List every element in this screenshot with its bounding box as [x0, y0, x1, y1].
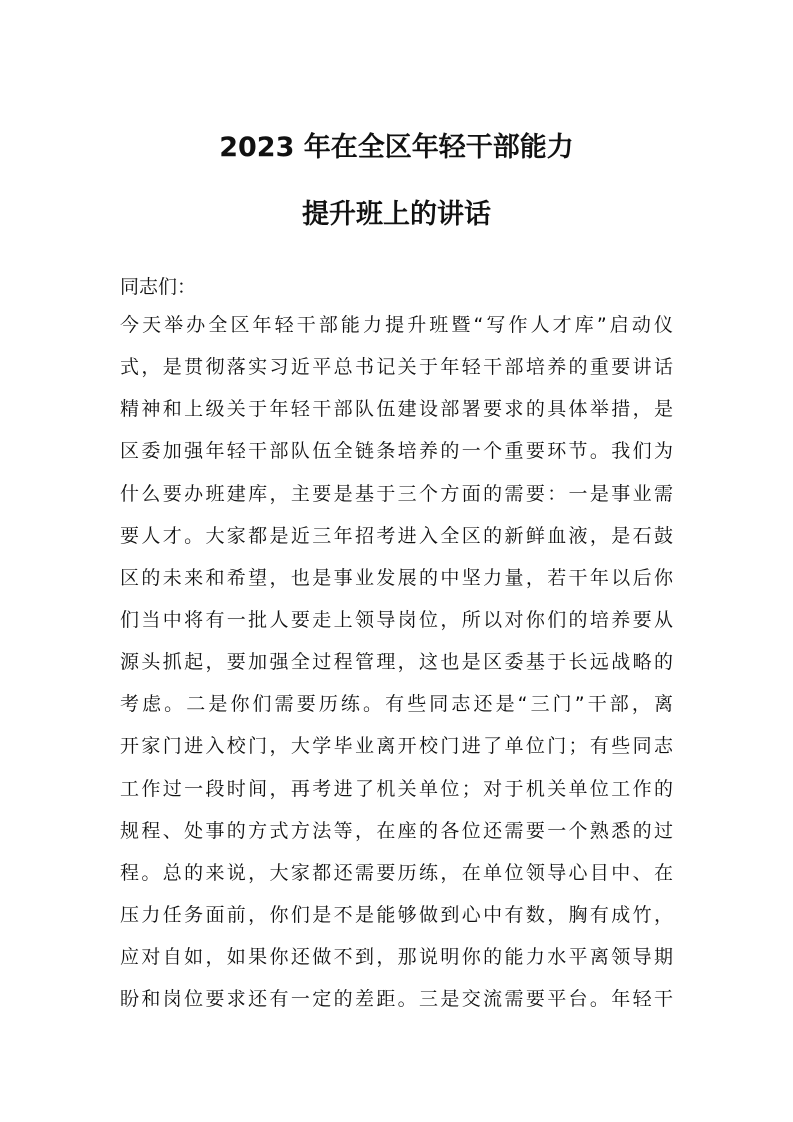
- document-title-line-2: 提升班上的讲话: [302, 199, 491, 230]
- body-line: 压力任务面前，你们是不是能够做到心中有数，胸有成竹，: [120, 903, 673, 926]
- body-text: [120, 312, 673, 1028]
- salutation: 同志们：: [120, 276, 197, 298]
- body-line: 应对自如，如果你还做不到，那说明你的能力水平离领导期: [120, 946, 673, 969]
- body-line: 什么要办班建库，主要是基于三个方面的需要：一是事业需: [120, 482, 673, 505]
- body-line: 区委加强年轻干部队伍全链条培养的一个重要环节。我们为: [120, 440, 673, 463]
- body-line: 盼和岗位要求还有一定的差距。三是交流需要平台。年轻干: [120, 988, 673, 1011]
- body-line: 规程、处事的方式方法等，在座的各位还需要一个熟悉的过: [120, 819, 673, 842]
- body-line: 工作过一段时间，再考进了机关单位；对于机关单位工作的: [120, 777, 673, 800]
- body-line: 程。总的来说，大家都还需要历练，在单位领导心目中、在: [120, 861, 673, 884]
- body-line: 开家门进入校门，大学毕业离开校门进了单位门；有些同志: [120, 735, 673, 758]
- document-title-line-1: 2023 年在全区年轻干部能力: [219, 132, 574, 163]
- body-line: 精神和上级关于年轻干部队伍建设部署要求的具体举措，是: [120, 398, 673, 421]
- body-line: 区的未来和希望，也是事业发展的中坚力量，若干年以后你: [120, 566, 673, 589]
- body-line: 今天举办全区年轻干部能力提升班暨“写作人才库”启动仪: [120, 314, 673, 336]
- body-line: 考虑。二是你们需要历练。有些同志还是“三门”干部，离: [120, 693, 673, 716]
- body-line: 要人才。大家都是近三年招考进入全区的新鲜血液，是石鼓: [120, 524, 673, 547]
- body-line: 源头抓起，要加强全过程管理，这也是区委基于长远战略的: [120, 651, 673, 674]
- body-line: 式，是贯彻落实习近平总书记关于年轻干部培养的重要讲话: [120, 356, 673, 379]
- body-line: 们当中将有一批人要走上领导岗位，所以对你们的培养要从: [120, 608, 673, 631]
